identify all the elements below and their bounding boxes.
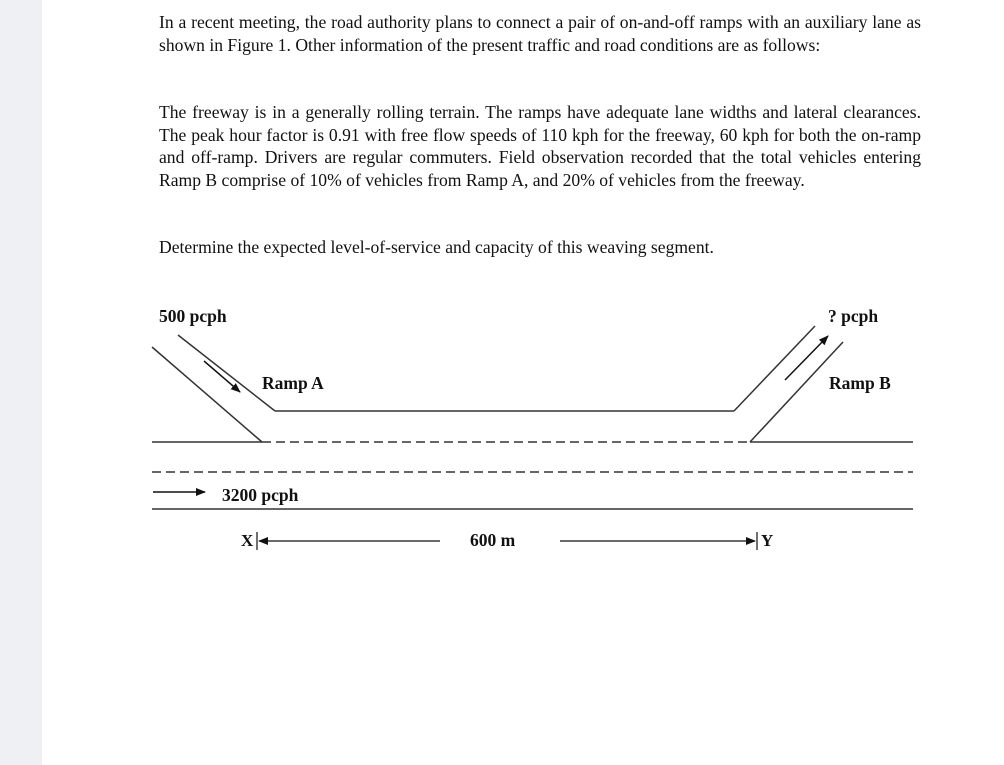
ramp-a-inner-edge (178, 335, 275, 411)
paragraph-intro: In a recent meeting, the road authority plans to connect a pair of on-and-off ramps with an auxiliary lane as shown in Figure 1. Other information of the present traffic and road conditions are as follows: (159, 12, 921, 55)
ramp-a-label: Ramp A (262, 373, 324, 393)
ramp-b-flow-arrow (785, 336, 828, 380)
paragraph-question: Determine the expected level-of-service and capacity of this weaving segment. (159, 237, 714, 257)
ramp-b-inner-edge (734, 326, 815, 411)
ramp-a-flow-arrow (204, 361, 240, 392)
paragraph-conditions: The freeway is in a generally rolling terrain. The ramps have adequate lane widths and lateral clearances. The peak hour factor is 0.91 with free flow speeds of 110 kph for the freeway, 60 kph for both the on-ramp and off-ramp. Drivers are regular commuters. Field observation recorded that the total vehicles entering Ramp B comprise of 10% of vehicles from Ramp A, and 20% of vehicles from the freeway. (159, 102, 921, 190)
ramp-b-flow-label: ? pcph (828, 306, 879, 326)
segment-length-label: 600 m (470, 530, 516, 550)
freeway-flow-label: 3200 pcph (222, 485, 299, 505)
point-x-label: X (241, 531, 254, 550)
ramp-a-outer-edge (152, 347, 262, 442)
ramp-a-flow-label: 500 pcph (159, 306, 227, 326)
point-y-label: Y (761, 531, 774, 550)
ramp-b-label: Ramp B (829, 373, 891, 393)
